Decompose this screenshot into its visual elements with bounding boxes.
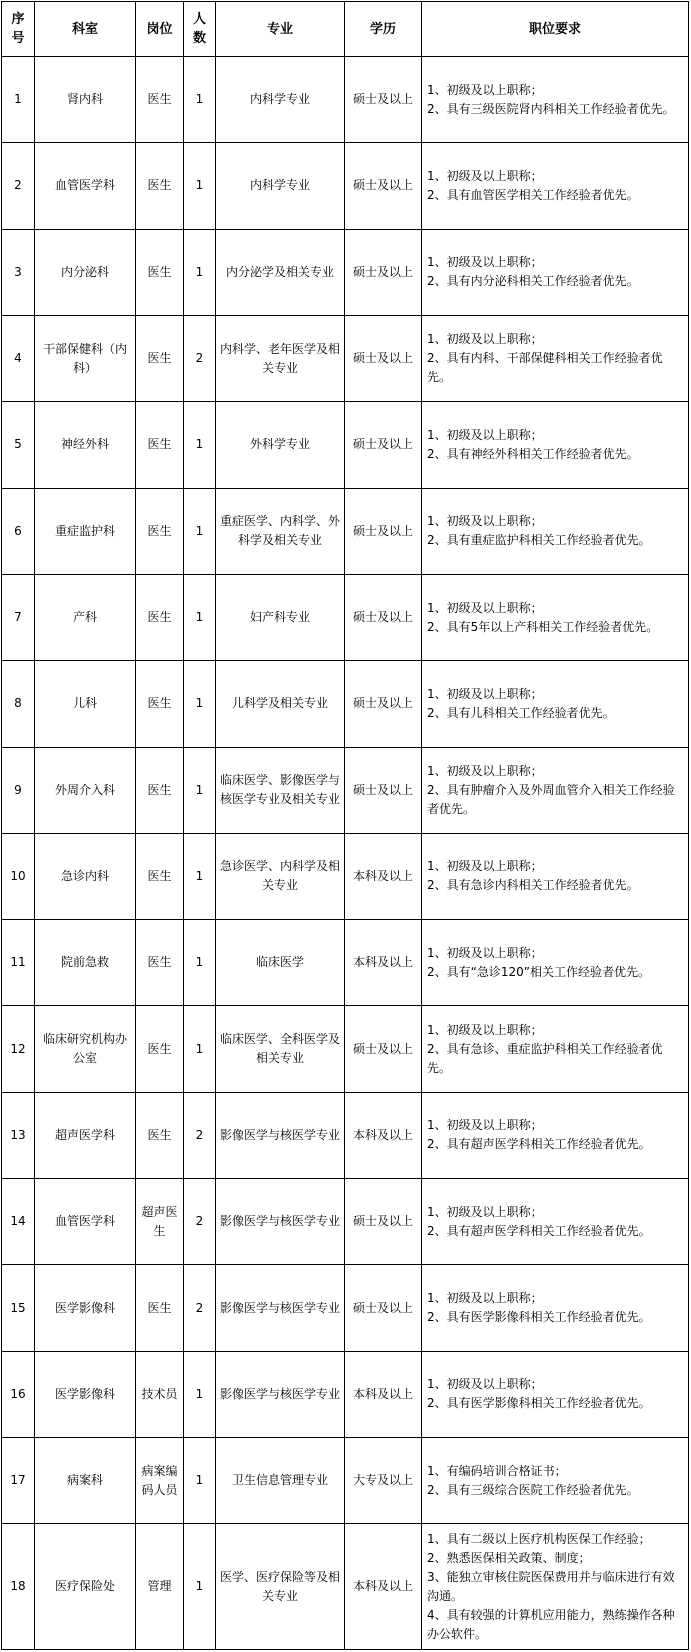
table-row <box>2 229 689 315</box>
cell-no: 7 <box>2 574 35 660</box>
cell-major: 急诊医学、内科学及相关专业 <box>216 833 345 919</box>
cell-count: 1 <box>184 920 216 1006</box>
cell-count: 1 <box>184 1351 216 1437</box>
cell-requirements <box>422 747 689 833</box>
cell-no: 6 <box>2 488 35 574</box>
cell-major: 临床医学、影像医学与核医学专业及相关专业 <box>216 747 345 833</box>
requirement-line: 1、初级及以上职称； <box>427 427 543 442</box>
table-row <box>2 1351 689 1437</box>
cell-no: 16 <box>2 1351 35 1437</box>
cell-dept: 外周介入科 <box>35 747 136 833</box>
cell-no: 2 <box>2 143 35 229</box>
header-row <box>2 2 689 57</box>
requirement-line: 2、具有“急诊120”相关工作经验者优先。 <box>427 964 650 979</box>
cell-edu: 硕士及以上 <box>345 747 422 833</box>
cell-post: 医生 <box>136 229 184 315</box>
cell-edu: 本科及以上 <box>345 920 422 1006</box>
cell-post: 医生 <box>136 488 184 574</box>
cell-major: 临床医学、全科医学及相关专业 <box>216 1006 345 1092</box>
cell-count: 2 <box>184 315 216 401</box>
cell-requirements <box>422 229 689 315</box>
cell-requirements <box>422 402 689 488</box>
cell-requirements <box>422 1524 689 1650</box>
cell-count: 1 <box>184 1438 216 1524</box>
requirement-line: 1、初级及以上职称； <box>427 600 543 615</box>
cell-post: 医生 <box>136 1006 184 1092</box>
cell-count: 2 <box>184 1265 216 1351</box>
table-row <box>2 1006 689 1092</box>
cell-count: 1 <box>184 747 216 833</box>
requirement-line: 1、初级及以上职称； <box>427 1377 543 1392</box>
header-major: 专业 <box>216 2 345 57</box>
cell-no: 13 <box>2 1092 35 1178</box>
requirement-line: 1、初级及以上职称； <box>427 859 543 874</box>
cell-requirements <box>422 833 689 919</box>
cell-no: 11 <box>2 920 35 1006</box>
cell-edu: 大专及以上 <box>345 1438 422 1524</box>
cell-dept: 内分泌科 <box>35 229 136 315</box>
requirement-line: 1、初级及以上职称； <box>427 686 543 701</box>
cell-edu: 硕士及以上 <box>345 1006 422 1092</box>
table-row <box>2 402 689 488</box>
cell-requirements <box>422 661 689 747</box>
cell-count: 1 <box>184 57 216 143</box>
cell-dept: 医学影像科 <box>35 1351 136 1437</box>
header-dept: 科室 <box>35 2 136 57</box>
requirement-line: 2、具有急诊内科相关工作经验者优先。 <box>427 878 639 893</box>
cell-requirements <box>422 488 689 574</box>
requirement-line: 1、初级及以上职称； <box>427 1204 543 1219</box>
cell-edu: 本科及以上 <box>345 1524 422 1650</box>
cell-major: 重症医学、内科学、外科学及相关专业 <box>216 488 345 574</box>
requirement-line: 2、具有超声医学科相关工作经验者优先。 <box>427 1223 651 1238</box>
cell-no: 4 <box>2 315 35 401</box>
requirement-line: 2、具有医学影像科相关工作经验者优先。 <box>427 1396 651 1411</box>
table-row <box>2 833 689 919</box>
cell-no: 1 <box>2 57 35 143</box>
requirement-line: 2、熟悉医保相关政策、制度； <box>427 1550 591 1565</box>
cell-dept: 急诊内科 <box>35 833 136 919</box>
cell-dept: 肾内科 <box>35 57 136 143</box>
table-row <box>2 57 689 143</box>
requirement-line: 2、具有重症监护科相关工作经验者优先。 <box>427 533 651 548</box>
table-row <box>2 920 689 1006</box>
cell-edu: 本科及以上 <box>345 1351 422 1437</box>
cell-no: 10 <box>2 833 35 919</box>
cell-count: 1 <box>184 1524 216 1650</box>
cell-dept: 儿科 <box>35 661 136 747</box>
requirement-line: 1、初级及以上职称； <box>427 945 543 960</box>
cell-dept: 院前急救 <box>35 920 136 1006</box>
cell-edu: 硕士及以上 <box>345 57 422 143</box>
header-req: 职位要求 <box>422 2 689 57</box>
cell-major: 影像医学与核医学专业 <box>216 1092 345 1178</box>
cell-major: 医学、医疗保险等及相关专业 <box>216 1524 345 1650</box>
cell-edu: 硕士及以上 <box>345 1265 422 1351</box>
cell-major: 内分泌学及相关专业 <box>216 229 345 315</box>
cell-post: 医生 <box>136 315 184 401</box>
cell-count: 1 <box>184 661 216 747</box>
cell-no: 12 <box>2 1006 35 1092</box>
requirement-line: 2、具有5年以上产科相关工作经验者优先。 <box>427 619 659 634</box>
cell-count: 2 <box>184 1179 216 1265</box>
requirement-line: 2、具有肿瘤介入及外周血管介入相关工作经验者优先。 <box>427 782 675 816</box>
cell-dept: 神经外科 <box>35 402 136 488</box>
cell-dept: 重症监护科 <box>35 488 136 574</box>
cell-post: 医生 <box>136 1265 184 1351</box>
cell-no: 9 <box>2 747 35 833</box>
cell-post: 技术员 <box>136 1351 184 1437</box>
cell-count: 1 <box>184 143 216 229</box>
cell-requirements <box>422 1006 689 1092</box>
table-row <box>2 1524 689 1650</box>
cell-no: 15 <box>2 1265 35 1351</box>
cell-no: 17 <box>2 1438 35 1524</box>
cell-dept: 超声医学科 <box>35 1092 136 1178</box>
cell-major: 外科学专业 <box>216 402 345 488</box>
cell-major: 影像医学与核医学专业 <box>216 1265 345 1351</box>
cell-no: 5 <box>2 402 35 488</box>
cell-edu: 硕士及以上 <box>345 315 422 401</box>
table-row <box>2 488 689 574</box>
requirement-line: 2、具有急诊、重症监护科相关工作经验者优先。 <box>427 1041 663 1075</box>
cell-dept: 医学影像科 <box>35 1265 136 1351</box>
cell-post: 医生 <box>136 747 184 833</box>
requirement-line: 2、具有儿科相关工作经验者优先。 <box>427 705 615 720</box>
cell-requirements <box>422 1438 689 1524</box>
cell-dept: 血管医学科 <box>35 143 136 229</box>
cell-count: 1 <box>184 488 216 574</box>
cell-major: 内科学专业 <box>216 143 345 229</box>
table-row <box>2 143 689 229</box>
table-row <box>2 315 689 401</box>
cell-post: 医生 <box>136 1092 184 1178</box>
cell-post: 病案编码人员 <box>136 1438 184 1524</box>
cell-requirements <box>422 574 689 660</box>
cell-edu: 硕士及以上 <box>345 574 422 660</box>
table-row <box>2 1265 689 1351</box>
cell-requirements <box>422 143 689 229</box>
cell-no: 8 <box>2 661 35 747</box>
cell-dept: 临床研究机构办公室 <box>35 1006 136 1092</box>
cell-count: 1 <box>184 574 216 660</box>
cell-requirements <box>422 57 689 143</box>
recruitment-table <box>1 1 689 1650</box>
table-row <box>2 1092 689 1178</box>
cell-edu: 硕士及以上 <box>345 229 422 315</box>
cell-major: 卫生信息管理专业 <box>216 1438 345 1524</box>
cell-edu: 硕士及以上 <box>345 402 422 488</box>
requirement-line: 1、初级及以上职称； <box>427 1118 543 1133</box>
requirement-line: 2、具有超声医学科相关工作经验者优先。 <box>427 1137 651 1152</box>
header-edu: 学历 <box>345 2 422 57</box>
cell-post: 医生 <box>136 143 184 229</box>
cell-post: 医生 <box>136 574 184 660</box>
cell-post: 超声医生 <box>136 1179 184 1265</box>
cell-edu: 本科及以上 <box>345 833 422 919</box>
cell-no: 18 <box>2 1524 35 1650</box>
requirement-line: 2、具有医学影像科相关工作经验者优先。 <box>427 1310 651 1325</box>
cell-major: 妇产科专业 <box>216 574 345 660</box>
cell-post: 医生 <box>136 661 184 747</box>
table-row <box>2 747 689 833</box>
requirement-line: 2、具有三级综合医院工作经验者优先。 <box>427 1482 639 1497</box>
cell-major: 内科学、老年医学及相关专业 <box>216 315 345 401</box>
requirement-line: 2、具有神经外科相关工作经验者优先。 <box>427 446 639 461</box>
cell-edu: 硕士及以上 <box>345 143 422 229</box>
requirement-line: 2、具有内分泌科相关工作经验者优先。 <box>427 274 639 289</box>
table-row <box>2 1179 689 1265</box>
cell-post: 医生 <box>136 402 184 488</box>
requirement-line: 2、具有内科、干部保健科相关工作经验者优先。 <box>427 351 663 385</box>
cell-post: 医生 <box>136 57 184 143</box>
requirement-line: 2、具有三级医院肾内科相关工作经验者优先。 <box>427 101 675 116</box>
requirement-line: 1、有编码培训合格证书； <box>427 1463 567 1478</box>
cell-count: 1 <box>184 229 216 315</box>
cell-post: 医生 <box>136 833 184 919</box>
requirement-line: 1、初级及以上职称； <box>427 1291 543 1306</box>
requirement-line: 1、初级及以上职称； <box>427 1022 543 1037</box>
cell-major: 影像医学与核医学专业 <box>216 1351 345 1437</box>
requirement-line: 1、初级及以上职称； <box>427 82 543 97</box>
header-post: 岗位 <box>136 2 184 57</box>
cell-major: 临床医学 <box>216 920 345 1006</box>
cell-count: 1 <box>184 402 216 488</box>
cell-requirements <box>422 1179 689 1265</box>
cell-major: 内科学专业 <box>216 57 345 143</box>
requirement-line: 1、初级及以上职称； <box>427 763 543 778</box>
cell-dept: 病案科 <box>35 1438 136 1524</box>
cell-requirements <box>422 315 689 401</box>
cell-requirements <box>422 1092 689 1178</box>
requirement-line: 1、初级及以上职称； <box>427 168 543 183</box>
cell-post: 医生 <box>136 920 184 1006</box>
cell-post: 管理 <box>136 1524 184 1650</box>
requirement-line: 1、初级及以上职称； <box>427 514 543 529</box>
cell-dept: 产科 <box>35 574 136 660</box>
cell-requirements <box>422 920 689 1006</box>
cell-count: 1 <box>184 833 216 919</box>
cell-requirements <box>422 1351 689 1437</box>
cell-dept: 医疗保险处 <box>35 1524 136 1650</box>
requirement-line: 1、具有二级以上医疗机构医保工作经验； <box>427 1531 651 1546</box>
cell-edu: 硕士及以上 <box>345 1179 422 1265</box>
table-row <box>2 574 689 660</box>
cell-dept: 干部保健科（内科） <box>35 315 136 401</box>
cell-requirements <box>422 1265 689 1351</box>
requirement-line: 3、能独立审核住院医保费用并与临床进行有效沟通。 <box>427 1569 675 1603</box>
header-no: 序号 <box>2 2 35 57</box>
requirement-line: 2、具有血管医学相关工作经验者优先。 <box>427 187 639 202</box>
table-row <box>2 1438 689 1524</box>
cell-dept: 血管医学科 <box>35 1179 136 1265</box>
cell-edu: 硕士及以上 <box>345 488 422 574</box>
header-count: 人数 <box>184 2 216 57</box>
requirement-line: 1、初级及以上职称； <box>427 255 543 270</box>
cell-major: 影像医学与核医学专业 <box>216 1179 345 1265</box>
cell-count: 2 <box>184 1092 216 1178</box>
cell-edu: 硕士及以上 <box>345 661 422 747</box>
cell-count: 1 <box>184 1006 216 1092</box>
cell-no: 3 <box>2 229 35 315</box>
cell-no: 14 <box>2 1179 35 1265</box>
cell-major: 儿科学及相关专业 <box>216 661 345 747</box>
requirement-line: 1、初级及以上职称； <box>427 332 543 347</box>
cell-edu: 本科及以上 <box>345 1092 422 1178</box>
requirement-line: 4、具有较强的计算机应用能力，熟练操作各种办公软件。 <box>427 1607 675 1641</box>
table-row <box>2 661 689 747</box>
